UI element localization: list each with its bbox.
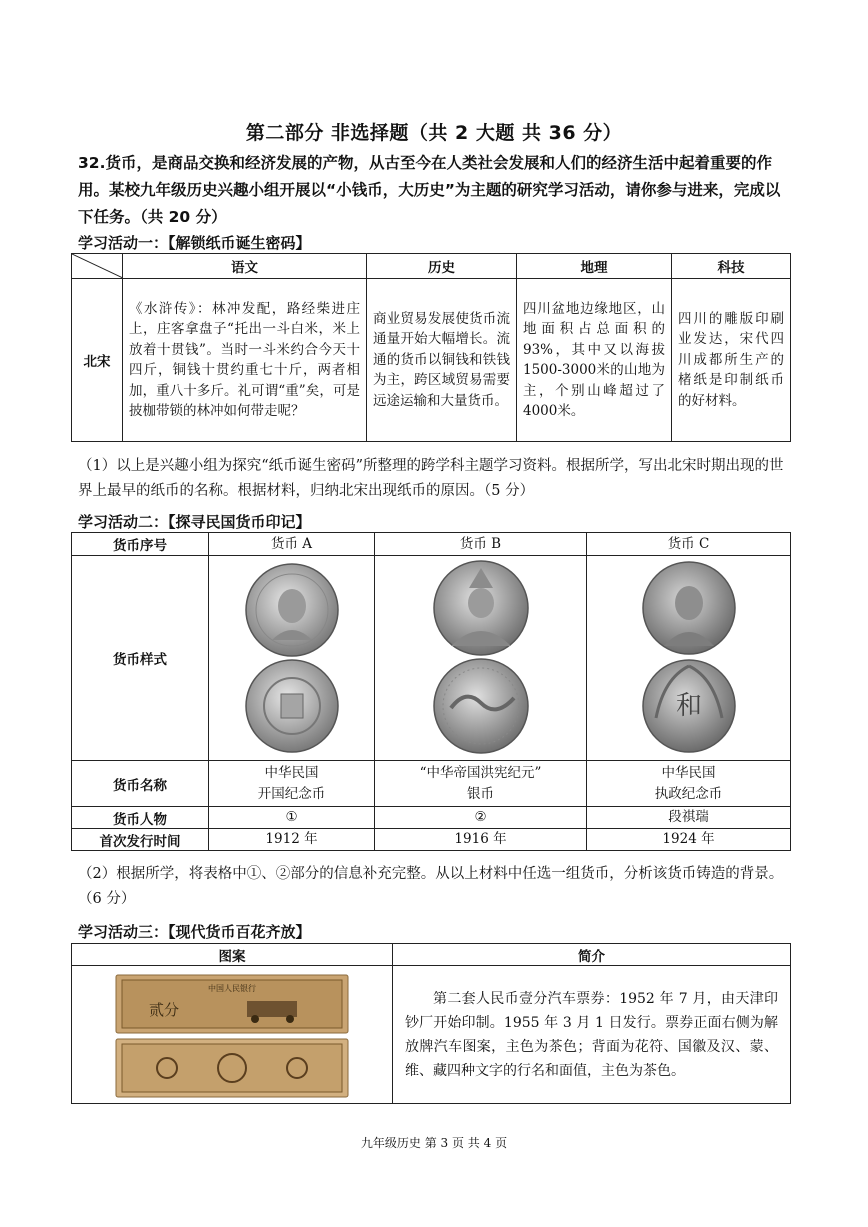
- coin-a-person: ①: [209, 807, 375, 829]
- cell-technology: 四川的雕版印刷业发达，宋代四川成都所生产的楮纸是印制纸币的好材料。: [678, 310, 784, 409]
- banknote-front-back: [72, 967, 393, 1103]
- coin-c-image: [587, 556, 791, 761]
- header-history: 历史: [367, 254, 517, 279]
- coin-c-seq: 货币 C: [587, 533, 791, 556]
- banknote-images: [72, 966, 393, 1104]
- coin-c-obverse-reverse: [624, 558, 754, 758]
- cell-chinese: 《水浒传》：林冲发配，路经柴进庄上，庄客拿盘子“托出一斗白米，米上放着十贯钱”。当时一斗米约合今天十四斤，铜钱十贯约重七十斤，两者相加，重八十多斤。礼可谓“重”矣，可是披枷带锁的林冲如何带走呢？: [129, 300, 360, 419]
- activity3-table: [71, 943, 791, 1104]
- coin-a-obverse-reverse: [217, 558, 367, 758]
- banknote-value: 贰分: [148, 1000, 180, 1019]
- coin-c-reverse-glyph: 和: [675, 691, 702, 721]
- header-description: 简介: [393, 944, 791, 966]
- header-pattern: 图案: [72, 944, 393, 966]
- coin-b-date: 1916 年: [375, 829, 587, 851]
- coin-b-obverse-reverse: [406, 558, 556, 758]
- coin-c-name: 中华民国 执政纪念币: [587, 761, 791, 807]
- coin-c-date: 1924 年: [587, 829, 791, 851]
- cell-history: 商业贸易发展使货币流通量开始大幅增长。流通的货币以铜钱和铁钱为主，跨区域贸易需要远途运输和大量货币。: [373, 310, 510, 409]
- diagonal-corner: [72, 254, 123, 279]
- label-date: 首次发行时间: [72, 829, 209, 851]
- label-seq: 货币序号: [72, 533, 209, 556]
- header-technology: 科技: [672, 254, 791, 279]
- header-geography: 地理: [517, 254, 672, 279]
- activity1-heading: 学习活动一：【解锁纸币诞生密码】: [78, 234, 311, 252]
- coin-b-name: “中华帝国洪宪纪元” 银币: [375, 761, 587, 807]
- coin-b-person: ②: [375, 807, 587, 829]
- banknote-description: 第二套人民币壹分汽车票券：1952 年 7 月，由天津印钞厂开始印制。1955 年 3 月 1 日发行。票券正面右侧为解放牌汽车图案，主色为茶色；背面为花符、国徽及汉、蒙、维、藏四种文字的行名和面值，主色为茶色。: [405, 990, 778, 1079]
- coin-a-name: 中华民国 开国纪念币: [209, 761, 375, 807]
- activity2-question: （2）根据所学，将表格中①、②部分的信息补充完整。从以上材料中任选一组货币，分析该货币铸造的背景。（6 分）: [78, 866, 784, 907]
- header-chinese: 语文: [123, 254, 367, 279]
- activity1-question: （1）以上是兴趣小组为探究“纸币诞生密码”所整理的跨学科主题学习资料。根据所学，写出北宋时期出现的世界上最早的纸币的名称。根据材料，归纳北宋出现纸币的原因。（5 分）: [78, 458, 784, 499]
- activity2-table: [71, 532, 791, 851]
- row-label-northern-song: 北宋: [72, 279, 123, 442]
- question-intro: 32.货币，是商品交换和经济发展的产物，从古至今在人类社会发展和人们的经济生活中起着重要的作用。某校九年级历史兴趣小组开展以“小钱币，大历史”为主题的研究学习活动，请你参与进来，完成以下任务。（共 20 分）: [78, 154, 781, 226]
- coin-a-date: 1912 年: [209, 829, 375, 851]
- section-title: 第二部分 非选择题（共 2 大题 共 36 分）: [245, 122, 623, 144]
- label-person: 货币人物: [72, 807, 209, 829]
- coin-b-image: [375, 556, 587, 761]
- label-style: 货币样式: [72, 556, 209, 761]
- coin-c-person: 段祺瑞: [587, 807, 791, 829]
- coin-a-seq: 货币 A: [209, 533, 375, 556]
- coin-a-image: [209, 556, 375, 761]
- coin-b-seq: 货币 B: [375, 533, 587, 556]
- activity2-heading: 学习活动二：【探寻民国货币印记】: [78, 513, 311, 531]
- banknote-bank-name: 中国人民银行: [208, 983, 256, 993]
- activity3-heading: 学习活动三：【现代货币百花齐放】: [78, 923, 311, 941]
- page-footer: 九年级历史 第 3 页 共 4 页: [360, 1136, 508, 1150]
- cell-geography: 四川盆地边缘地区，山地面积占总面积的93%，其中又以海拔1500-3000米的山地为主，个别山峰超过了4000米。: [523, 300, 665, 419]
- activity1-table: [71, 253, 791, 442]
- label-name: 货币名称: [72, 761, 209, 807]
